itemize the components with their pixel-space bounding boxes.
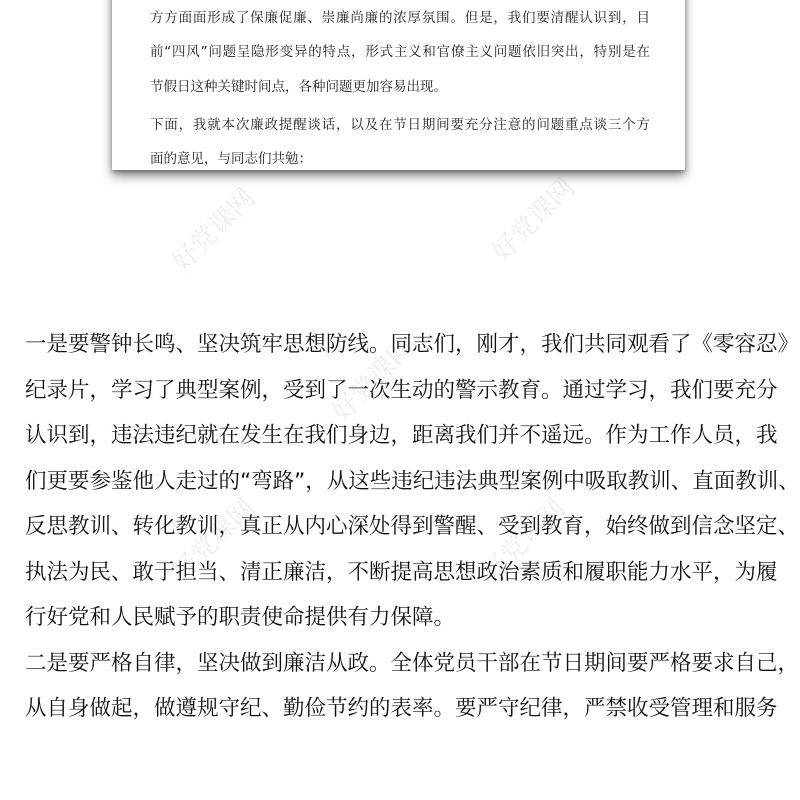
body-line: 二是要严格自律，坚决做到廉洁从政。全体党员干部在节日期间要严格要求自己，: [25, 650, 800, 676]
card-line: 方方面面形成了保廉促廉、崇廉尚廉的浓厚氛围。但是，我们要清醒认识到，目: [150, 10, 650, 26]
body-line: 们更要参鉴他人走过的“弯路”，从这些违纪违法典型案例中吸取教训、直面教训、: [25, 468, 800, 494]
body-line: 执法为民、敢于担当、清正廉洁，不断提高思想政治素质和履职能力水平，为履: [25, 559, 778, 585]
watermark: 好党课网: [166, 182, 262, 278]
watermark: 好党课网: [166, 492, 262, 588]
card-line: 前“四风”问题呈隐形变异的特点，形式主义和官僚主义问题依旧突出，特别是在: [150, 44, 650, 60]
body-line: 纪录片，学习了典型案例，受到了一次生动的警示教育。通过学习，我们要充分: [25, 377, 778, 403]
watermark: 好党课网: [486, 172, 582, 268]
card-line: 面的意见，与同志们共勉：: [150, 151, 312, 167]
watermark: 好党课网: [326, 332, 422, 428]
document-preview-card: [112, 0, 685, 170]
watermark: 好党课网: [476, 492, 572, 588]
body-line: 行好党和人民赋予的职责使命提供有力保障。: [25, 605, 456, 630]
card-line: 节假日这种关键时间点，各种问题更加容易出现。: [150, 79, 447, 95]
body-line: 一是要警钟长鸣、坚决筑牢思想防线。同志们，刚才，我们共同观看了《零容忍》: [25, 332, 800, 357]
body-line: 认识到，违法违纪就在发生在我们身边，距离我们并不遥远。作为工作人员，我: [25, 423, 778, 448]
body-line: 反思教训、转化教训，真正从内心深处得到警醒、受到教育，始终做到信念坚定、: [25, 514, 800, 539]
body-line: 从自身做起，做遵规守纪、勤俭节约的表率。要严守纪律，严禁收受管理和服务: [25, 696, 778, 721]
card-line: 下面，我就本次廉政提醒谈话，以及在节日期间要充分注意的问题重点谈三个方: [150, 117, 650, 133]
